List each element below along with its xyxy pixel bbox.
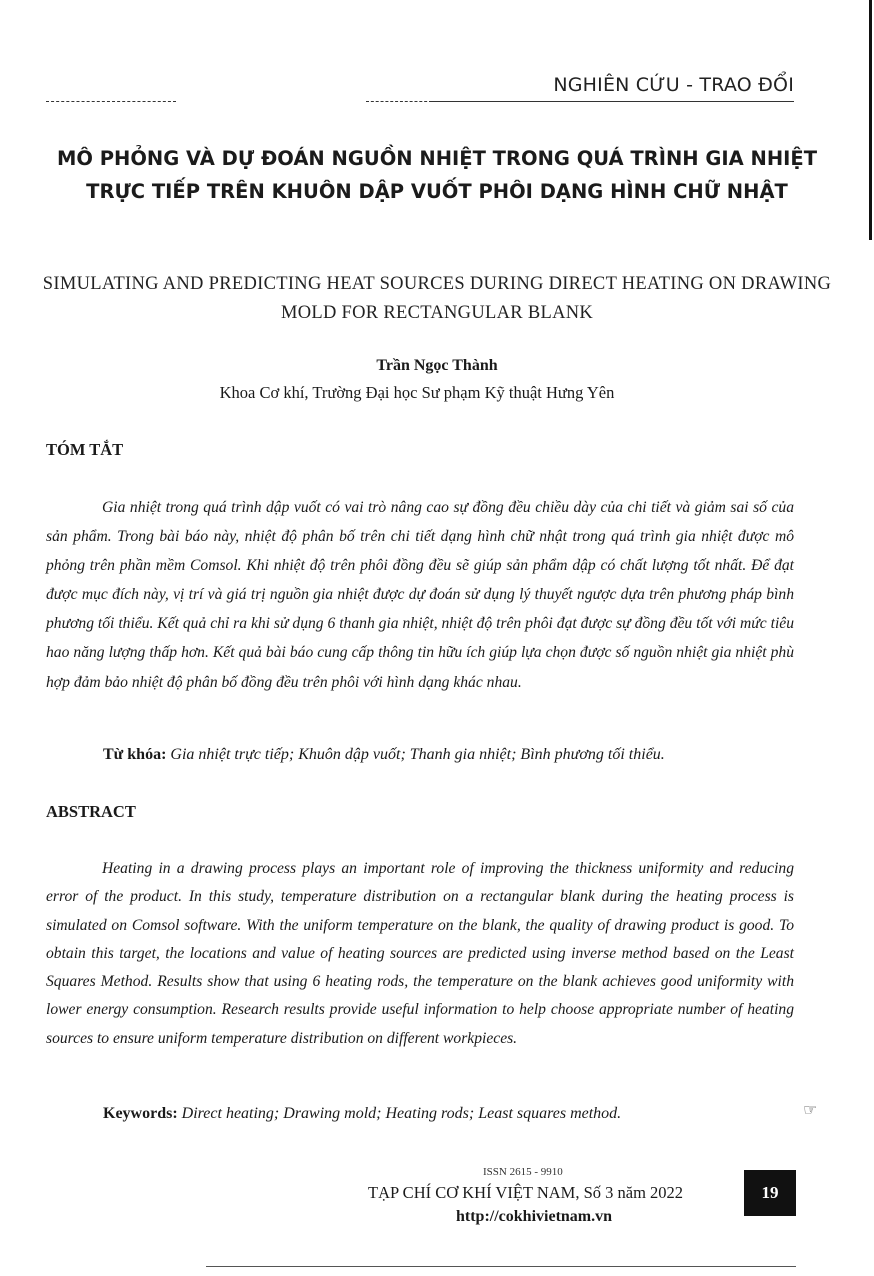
footer-rule <box>206 1266 796 1267</box>
page-number: 19 <box>744 1170 796 1216</box>
keywords-vi-list: Gia nhiệt trực tiếp; Khuôn dập vuốt; Thanh gia nhiệt; Bình phương tối thiểu. <box>170 746 665 763</box>
title-english: SIMULATING AND PREDICTING HEAT SOURCES DURING DIRECT HEATING ON DRAWING MOLD FOR RECTANGULAR BLANK <box>42 274 832 323</box>
header-dashed-rule-left <box>46 101 176 102</box>
keywords-en <box>103 1105 621 1123</box>
keywords-en-label: Keywords: <box>103 1105 178 1122</box>
header-rule <box>432 101 794 102</box>
keywords-vi <box>103 746 665 764</box>
pointing-hand-icon: ☞ <box>803 1100 818 1119</box>
author-affiliation: Khoa Cơ khí, Trường Đại học Sư phạm Kỹ thuật Hưng Yên <box>219 383 615 402</box>
abstract-heading: ABSTRACT <box>46 802 136 821</box>
header-dashed-rule-mid <box>366 101 432 102</box>
author-name: Trần Ngọc Thành <box>376 357 498 374</box>
journal-name: TẠP CHÍ CƠ KHÍ VIỆT NAM, Số 3 năm 2022 <box>368 1183 684 1202</box>
issn: ISSN 2615 - 9910 <box>483 1166 563 1178</box>
keywords-en-list: Direct heating; Drawing mold; Heating rods; Least squares method. <box>181 1105 622 1122</box>
section-label: NGHIÊN CỨU - TRAO ĐỔI <box>553 74 794 96</box>
summary-body: Gia nhiệt trong quá trình dập vuốt có vai trò nâng cao sự đồng đều chiều dày của chi tiết và giảm sai số của sản phẩm. Trong bài báo này, nhiệt độ phân bố trên chi tiết dạng hình chữ nhật trong quá trình gia nhiệt được mô phỏng trên phần mềm Comsol. Khi nhiệt độ trên phôi đồng đều sẽ giúp sản phẩm dập có chất lượng tốt nhất. Để đạt được mục đích này, vị trí và giá trị nguồn gia nhiệt được dự đoán sử dụng lý thuyết ngược dựa trên phương pháp bình phương tối thiểu. Kết quả chỉ ra khi sử dụng 6 thanh gia nhiệt, nhiệt độ trên phôi đạt được sự đồng đều tốt với mức tiêu hao năng lượng thấp hơn. Kết quả bài báo cung cấp thông tin hữu ích giúp lựa chọn được số nguồn nhiệt gia nhiệt phù hợp đảm bảo nhiệt độ phân bố đồng đều trên phôi với hình dạng khác nhau. <box>46 499 794 691</box>
abstract-body: Heating in a drawing process plays an important role of improving the thickness uniformity and reducing error of the product. In this study, temperature distribution on a rectangular blank during the heating process is simulated on Comsol software. With the uniform temperature on the blank, the quality of drawing product is good. To obtain this target, the locations and value of heating sources are predicted using inverse method based on the Least Squares Method. Results show that using 6 heating rods, the temperature on the blank achieves good uniformity with lower energy consumption. Research results provide useful information to help choose appropriate number of heating sources to ensure uniform temperature distribution on different workpieces. <box>46 860 794 1047</box>
keywords-vi-label: Từ khóa: <box>103 746 167 763</box>
summary-heading: TÓM TẮT <box>46 440 124 459</box>
title-vietnamese: MÔ PHỎNG VÀ DỰ ĐOÁN NGUỒN NHIỆT TRONG QUÁ TRÌNH GIA NHIỆT TRỰC TIẾP TRÊN KHUÔN DẬP VUỐT PHÔI DẠNG HÌNH CHỮ NHẬT <box>56 147 818 203</box>
page-edge-line <box>869 0 872 240</box>
journal-url: http://cokhivietnam.vn <box>456 1208 613 1225</box>
